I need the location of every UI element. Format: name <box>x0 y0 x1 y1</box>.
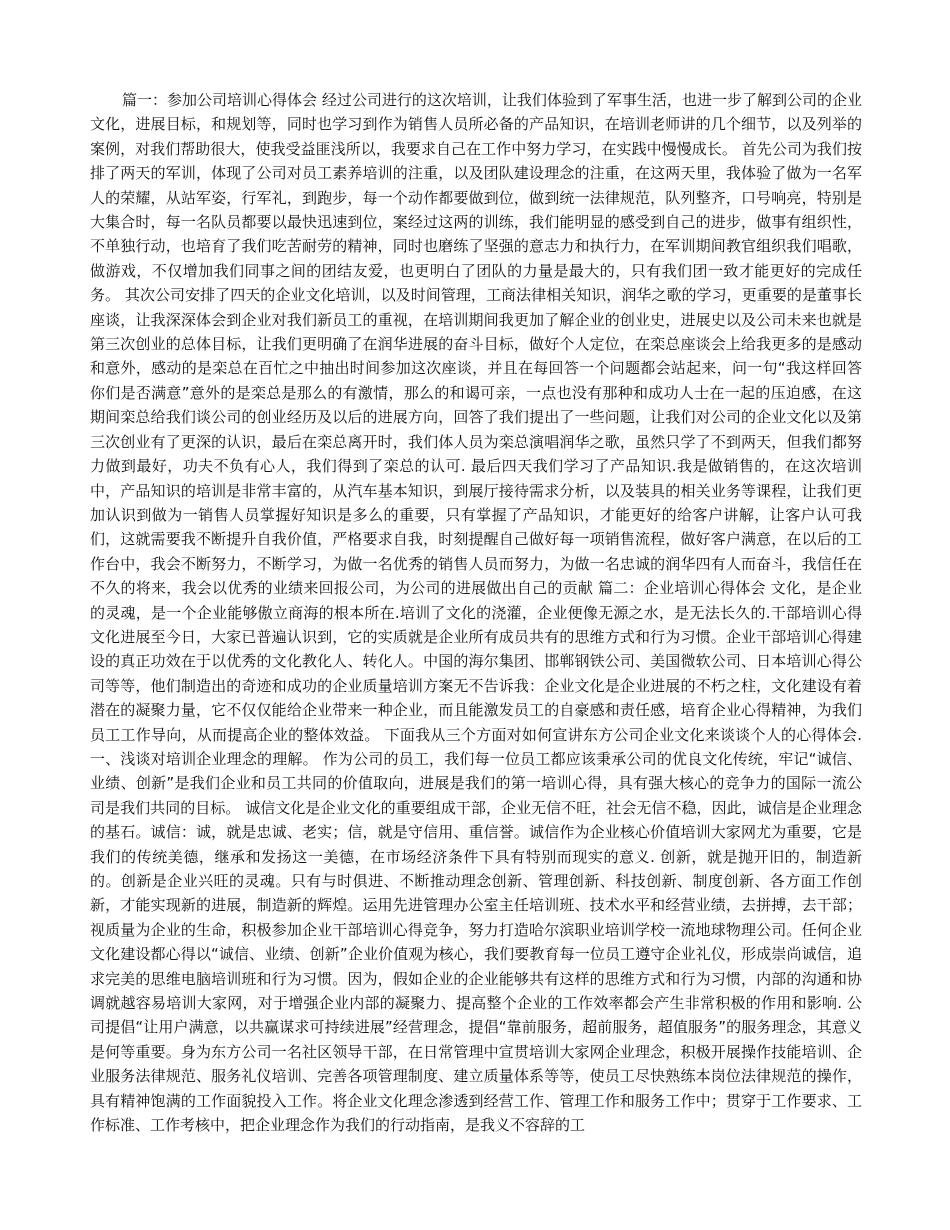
document-body-text: 篇一：参加公司培训心得体会 经过公司进行的这次培训，让我们体验到了军事生活，也进一步了解到公司的企业文化，进展目标，和规划等，同时也学习到作为销售人员所必备的产品知识，在培训老师讲的几个细节，以及列举的案例，对我们帮助很大，使我受益匪浅所以，我要求自己在工作中努力学习，在实践中慢慢成长。 首先公司为我们按排了两天的军训，体现了公司对员工素养培训的注重，以及团队建设理念的注重，在这两天里，我体验了做为一名军人的荣耀，从站军姿，行军礼，到跑步，每一个动作都要做到位，做到统一法律规范，队列整齐，口号响亮，特别是大集合时，每一名队员都要以最快迅速到位，案经过这两的训练，我们能明显的感受到自己的进步，做事有组织性，不单独行动，也培育了我们吃苦耐劳的精神，同时也磨练了坚强的意志力和执行力，在军训期间教官组织我们唱歌，做游戏，不仅增加我们同事之间的团结友爱，也更明白了团队的力量是最大的，只有我们团一致才能更好的完成任务。 其次公司安排了四天的企业文化培训，以及时间管理，工商法律相关知识，润华之歌的学习，更重要的是董事长座谈，让我深深体会到企业对我们新员工的重视，在培训期间我更加了解企业的创业史，进展史以及公司未来也就是第三次创业的总体目标，让我们更明确了在润华进展的奋斗目标，做好个人定位，在栾总座谈会上给我更多的是感动和意外，感动的是栾总在百忙之中抽出时间参加这次座谈，并且在每回答一个问题都会站起来，问一句“我这样回答你们是否满意”意外的是栾总是那么的有激情，那么的和谒可亲，一点也没有那种和成功人士在一起的压迫感，在这期间栾总给我们谈公司的创业经历及以后的进展方向，回答了我们提出了一些问题，让我们对公司的企业文化以及第三次创业有了更深的认识，最后在栾总离开时，我们体人员为栾总演唱润华之歌，虽然只学了不到两天，但我们都努力做到最好，功夫不负有心人，我们得到了栾总的认可. 最后四天我们学习了产品知识.我是做销售的，在这次培训中，产品知识的培训是非常丰富的，从汽车基本知识，到展厅接待需求分析，以及装具的相关业务等课程，让我们更加认识到做为一销售人员掌握好知识是多么的重要，只有掌握了产品知识，才能更好的给客户讲解，让客户认可我们，这就需要我不断提升自我价值，严格要求自我，时刻提醒自己做好每一项销售流程，做好客户满意，在以后的工作台中，我会不断努力，不断学习，为做一名优秀的销售人员而努力，为做一名忠诚的润华四有人而奋斗，我信任在不久的将来，我会以优秀的业绩来回报公司，为公司的进展做出自己的贡献 篇二：企业培训心得体会 文化，是企业的灵魂，是一个企业能够傲立商海的根本所在.培训了文化的浇灌，企业便像无源之水，是无法长久的.干部培训心得文化进展至今日，大家已普遍认识到，它的实质就是企业所有成员共有的思维方式和行为习惯。企业干部培训心得建设的真正功效在于以优秀的文化教化人、转化人。中国的海尔集团、邯郸钢铁公司、美国微软公司、日本培训心得公司等等，他们制造出的奇迹和成功的企业质量培训方案无不告诉我：企业文化是企业进展的不朽之柱，文化建设有着潜在的凝聚力量，它不仅仅能给企业带来一种企业，而且能激发员工的自豪感和责任感，培育企业心得精神，为我们员工工作导向，从而提高企业的整体效益。 下面我从三个方面对如何宣讲东方公司企业文化来谈谈个人的心得体会. 一、浅谈对培训企业理念的理解。 作为公司的员工，我们每一位员工都应该秉承公司的优良文化传统，牢记“诚信、业绩、创新”是我们企业和员工共同的价值取向，进展是我们的第一培训心得，具有强大核心的竞争力的国际一流公司是我们共同的目标。 诚信文化是企业文化的重要组成干部，企业无信不旺，社会无信不稳，因此，诚信是企业理念的基石。诚信：诚，就是忠诚、老实；信，就是守信用、重信誉。诚信作为企业核心价值培训大家网尤为重要，它是我们的传统美德，继承和发扬这一美德，在市场经济条件下具有特别而现实的意义. 创新，就是抛开旧的，制造新的。创新是企业兴旺的灵魂。只有与时俱进、不断推动理念创新、管理创新、科技创新、制度创新、各方面工作创新，才能实现新的进展，制造新的辉煌。运用先进管理办公室主任培训班、技术水平和经营业绩，去拼搏，去干部；视质量为企业的生命，积极参加企业干部培训心得竞争，努力打造哈尔滨职业培训学校一流地球物理公司。任何企业文化建设都心得以“诚信、业绩、创新”企业价值观为核心，我们要教育每一位员工遵守企业礼仪，形成崇尚诚信，追求完美的思维电脑培训班和行为习惯。因为，假如企业的企业能够共有这样的思维方式和行为习惯，内部的沟通和协调就越容易培训大家网，对于增强企业内部的凝聚力、提高整个企业的工作效率都会产生非常积极的作用和影响. 公司提倡“让用户满意，以共赢谋求可持续进展”经营理念，提倡“靠前服务，超前服务，超值服务”的服务理念，其意义是何等重要。身为东方公司一名社区领导干部，在日常管理中宣贯培训大家网企业理念，积极开展操作技能培训、企业服务法律规范、服务礼仪培训、完善各项管理制度、建立质量体系等等，使员工尽快熟练本岗位法律规范的操作，具有精神饱满的工作面貌投入工作。将企业文化理念渗透到经营工作、管理工作和服务工作中；贯穿于工作要求、工作标准、工作考核中，把企业理念作为我们的行动指南，是我义不容辞的工 <box>90 91 862 1135</box>
document-page <box>90 88 862 1208</box>
